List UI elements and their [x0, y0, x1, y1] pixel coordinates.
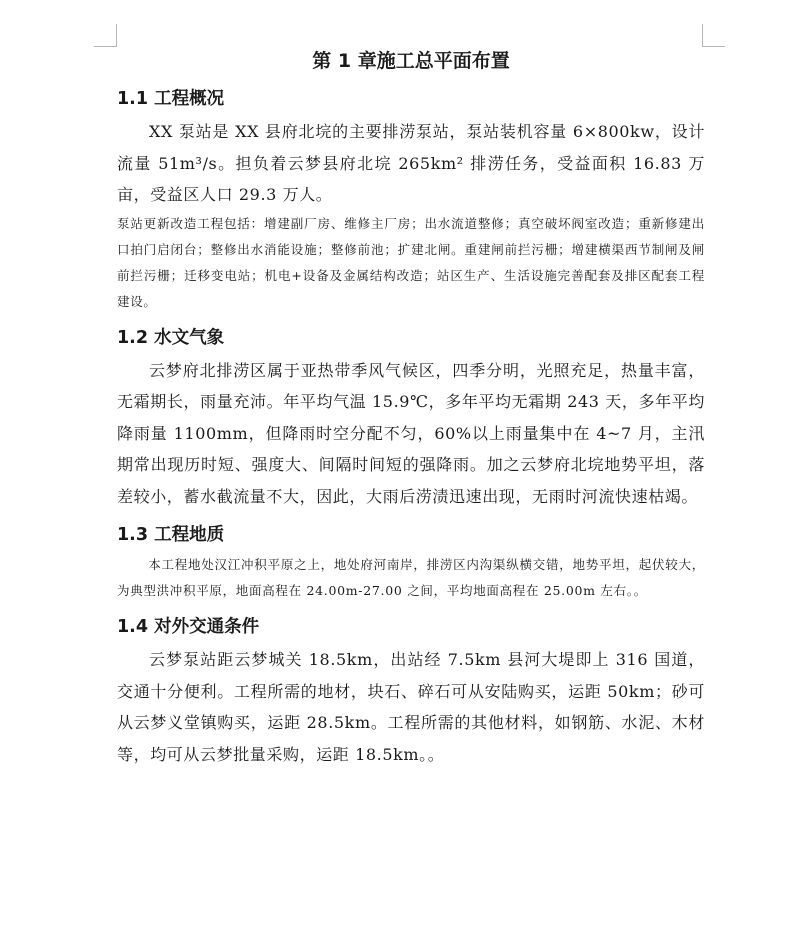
document-title: 第 1 章施工总平面布置	[312, 50, 510, 72]
paragraph: 云梦泵站距云梦城关 18.5km，出站经 7.5km 县河大堤即上 316 国道，交通十分便利。工程所需的地材，块石、碎石可从安陆购买，运距 50km；砂可从云梦义堂镇购买，运距 28.5km。工程所需的其他材料，如钢筋、水泥、木材等，均可从云梦批量采购，运距 18.5km。。	[117, 650, 705, 764]
section-heading: 1.3 工程地质	[117, 525, 225, 545]
document-page	[117, 44, 705, 770]
section-1-2	[117, 321, 705, 513]
section-1-1	[117, 82, 705, 315]
paragraph: 泵站更新改造工程包括：增建副厂房、维修主厂房；出水流道整修；真空破坏阀室改造；重新修建出口拍门启闭台；整修出水消能设施；整修前池；扩建北闸。重建闸前拦污栅；增建横渠西节制闸及闸前拦污栅；迁移变电站；机电+设备及金属结构改造；站区生产、生活设施完善配套及排区配套工程建设。	[117, 215, 705, 309]
section-1-4	[117, 610, 705, 770]
paragraph: XX 泵站是 XX 县府北垸的主要排涝泵站，泵站装机容量 6×800kw，设计流量 51m³/s。担负着云梦县府北垸 265km² 排涝任务，受益面积 16.83 万亩，受益区人口 29.3 万人。	[117, 122, 705, 204]
page-corner-mark-top-left	[94, 24, 117, 47]
paragraph: 本工程地处汉江冲积平原之上，地处府河南岸，排涝区内沟渠纵横交错，地势平坦，起伏较大，为典型洪冲积平原，地面高程在 24.00m-27.00 之间，平均地面高程在 25.00m 左右。。	[117, 557, 705, 598]
section-heading: 1.1 工程概况	[117, 89, 225, 109]
paragraph: 云梦府北排涝区属于亚热带季风气候区，四季分明，光照充足，热量丰富，无霜期长，雨量充沛。年平均气温 15.9℃，多年平均无霜期 243 天，多年平均降雨量 1100mm，但降雨时空分配不匀，60%以上雨量集中在 4~7 月，主汛期常出现历时短、强度大、间隔时间短的强降雨。加之云梦府北垸地势平坦，落差较小，蓄水截流量不大，因此，大雨后涝渍迅速出现，无雨时河流快速枯竭。	[117, 360, 705, 506]
section-heading: 1.4 对外交通条件	[117, 617, 260, 637]
section-1-3	[117, 518, 705, 604]
section-heading: 1.2 水文气象	[117, 327, 225, 348]
page-corner-mark-top-right	[702, 24, 725, 47]
